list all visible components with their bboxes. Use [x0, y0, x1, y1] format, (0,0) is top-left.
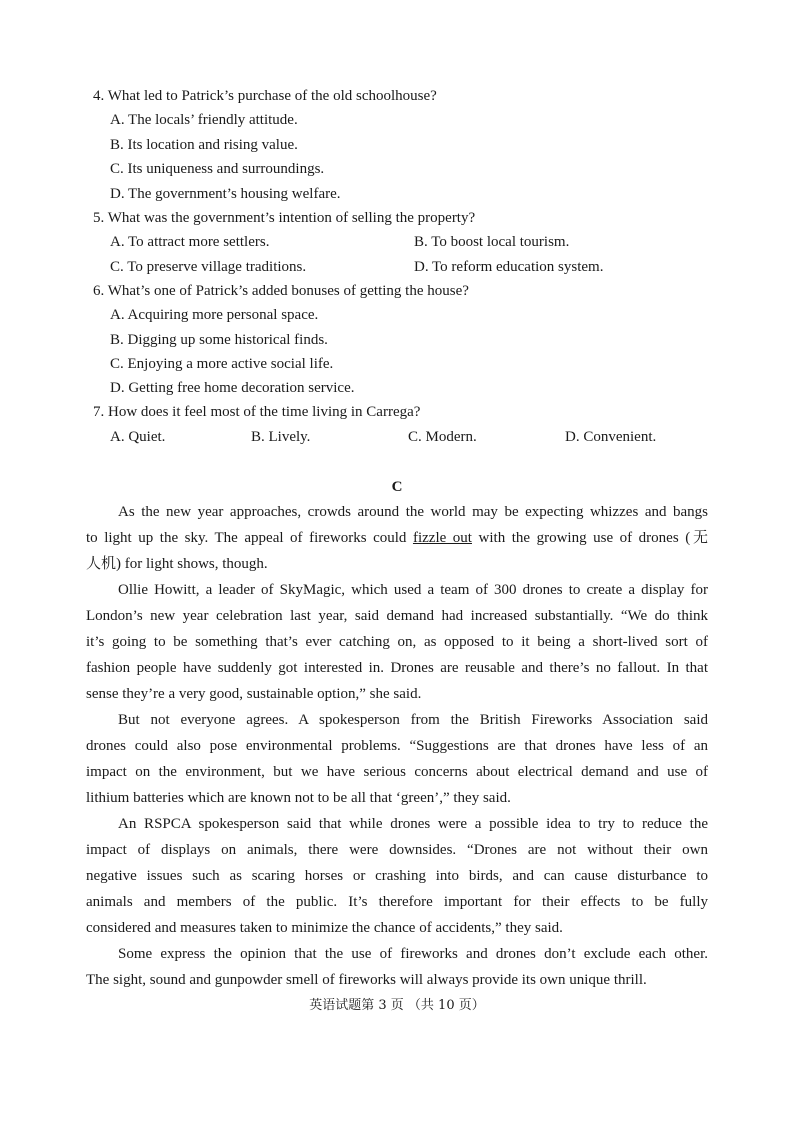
underlined-phrase: fizzle out	[412, 530, 472, 546]
question-5-option-d: D. To reform education system.	[414, 259, 604, 275]
question-7-stem: 7. How does it feel most of the time living in Carrega?	[93, 404, 421, 420]
paragraph-3-line-1: But not everyone agrees. A spokesperson from the British Fireworks Association said	[118, 712, 708, 728]
question-4-option-a: A. The locals’ friendly attitude.	[110, 112, 298, 128]
paragraph-4-line-1: An RSPCA spokesperson said that while drones were a possible idea to try to reduce the	[118, 816, 708, 832]
paragraph-2-line-4: fashion people have suddenly got interested in. Drones are reusable and there’s no fallout. In that	[86, 660, 708, 676]
question-6-stem: 6. What’s one of Patrick’s added bonuses of getting the house?	[93, 283, 469, 299]
paragraph-2-line-1: Ollie Howitt, a leader of SkyMagic, which used a team of 300 drones to create a display for	[118, 582, 708, 598]
paragraph-5-line-1: Some express the opinion that the use of fireworks and drones don’t exclude each other.	[118, 946, 708, 962]
paragraph-4-line-3: negative issues such as scaring horses or crashing into birds, and can cause disturbance to	[86, 868, 708, 884]
paragraph-2-line-2: London’s new year celebration last year, said demand had increased substantially. “We do think	[86, 608, 708, 624]
question-6-option-b: B. Digging up some historical finds.	[110, 332, 328, 348]
page-footer: 英语试题第 3 页 （共 10 页）	[309, 998, 485, 1013]
paragraph-1-line-1: As the new year approaches, crowds around the world may be expecting whizzes and bangs	[118, 504, 708, 520]
question-5-option-b: B. To boost local tourism.	[414, 234, 570, 250]
question-6-option-d: D. Getting free home decoration service.	[110, 380, 355, 396]
question-6-option-c: C. Enjoying a more active social life.	[110, 356, 334, 372]
question-4-option-b: B. Its location and rising value.	[110, 137, 298, 153]
paragraph-4-line-4: animals and members of the public. It’s therefore important for their effects to be fully	[86, 894, 708, 910]
paragraph-2-line-5: sense they’re a very good, sustainable option,” she said.	[86, 686, 422, 702]
paragraph-3-line-4: lithium batteries which are known not to be all that ‘green’,” they said.	[86, 790, 511, 806]
paragraph-4-line-5: considered and measures taken to minimize the chance of accidents,” they said.	[86, 920, 563, 936]
question-7-option-a: A. Quiet.	[110, 429, 166, 445]
question-6-option-a: A. Acquiring more personal space.	[110, 307, 319, 323]
question-5-option-c: C. To preserve village traditions.	[110, 259, 307, 275]
paragraph-4-line-2: impact of displays on animals, there were downsides. “Drones are not without their own	[86, 842, 708, 858]
passage-heading: C	[391, 479, 403, 495]
question-4-option-c: C. Its uniqueness and surroundings.	[110, 161, 325, 177]
question-7-option-d: D. Convenient.	[565, 429, 657, 445]
paragraph-1-line-3: 人机) for light shows, though.	[86, 556, 268, 572]
paragraph-3-line-3: impact on the environment, but we have serious concerns about electrical demand and use of	[86, 764, 708, 780]
paragraph-1-line-2-text-b: with the growing use of drones (无	[471, 530, 708, 546]
question-7-option-c: C. Modern.	[408, 429, 477, 445]
paragraph-1-line-2-text-a: to light up the sky. The appeal of fireworks could	[86, 530, 413, 546]
question-7-option-b: B. Lively.	[251, 429, 311, 445]
question-4-stem: 4. What led to Patrick’s purchase of the old schoolhouse?	[93, 88, 437, 104]
question-4-option-d: D. The government’s housing welfare.	[110, 186, 341, 202]
question-5-stem: 5. What was the government’s intention of selling the property?	[93, 210, 476, 226]
paragraph-2-line-3: it’s going to be something that’s ever catching on, as opposed to it being a short-lived sort of	[86, 634, 708, 650]
question-5-option-a: A. To attract more settlers.	[110, 234, 270, 250]
paragraph-5-line-2: The sight, sound and gunpowder smell of fireworks will always provide its own unique thrill.	[86, 972, 647, 988]
paragraph-1-line-2	[86, 528, 708, 548]
paragraph-3-line-2: drones could also pose environmental problems. “Suggestions are that drones have less of an	[86, 738, 708, 754]
